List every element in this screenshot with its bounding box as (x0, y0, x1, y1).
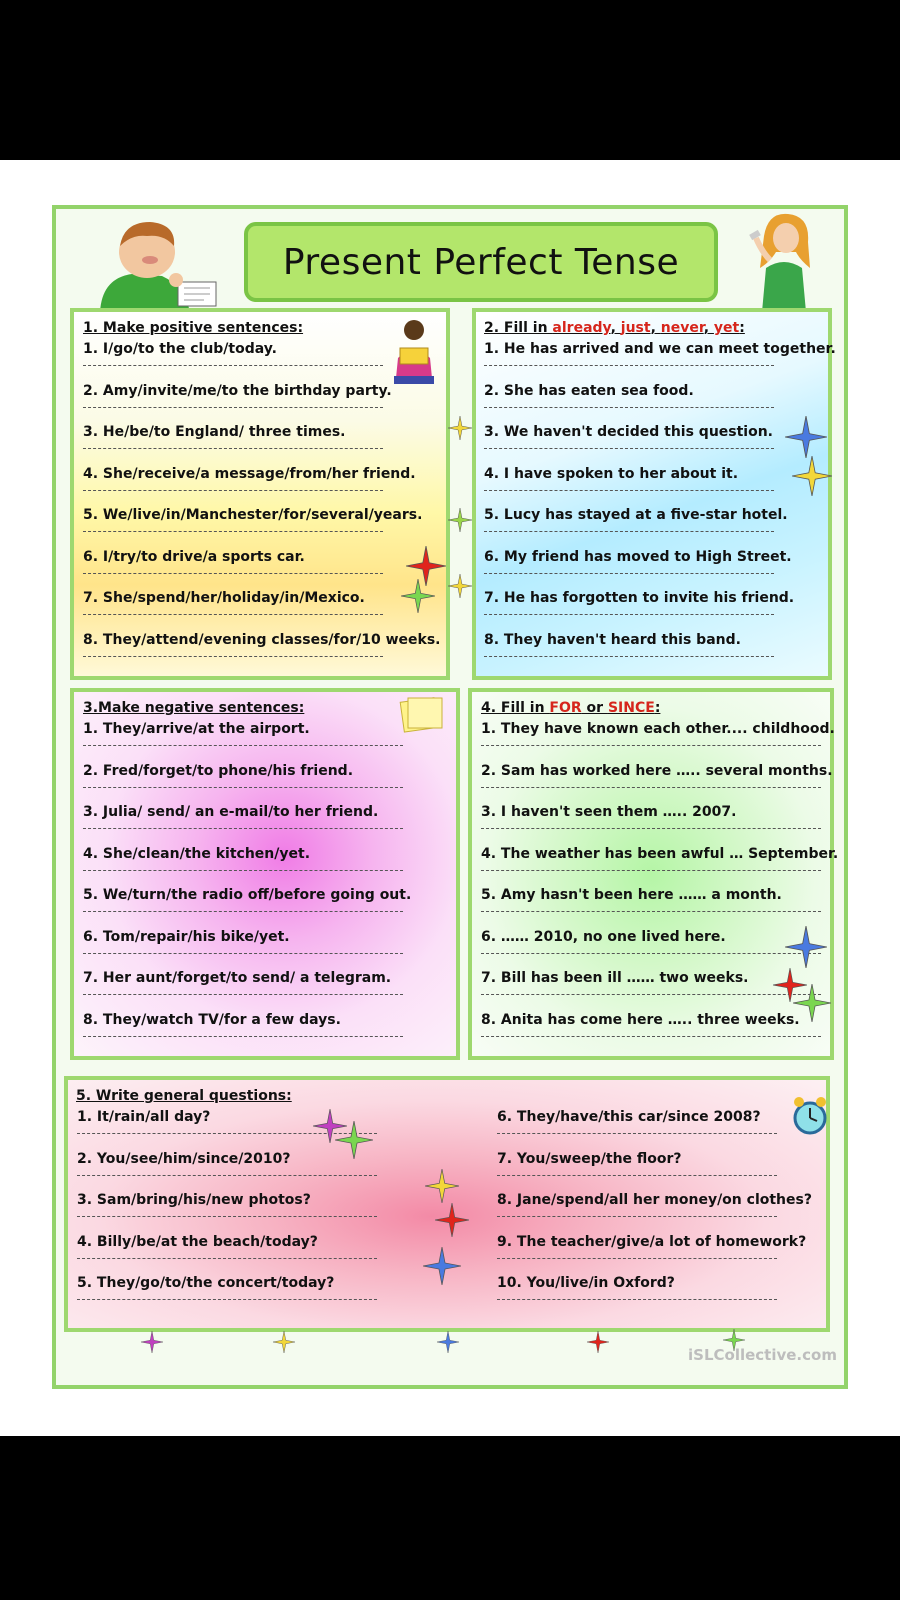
section-3-answer-line-8[interactable] (83, 1036, 403, 1037)
section-1-answer-line-3[interactable] (83, 448, 383, 449)
sparkle-star-icon (792, 456, 832, 496)
section-3-answer-line-6[interactable] (83, 953, 403, 954)
word-just: just (620, 320, 651, 336)
section-5-left-item-5: 5. They/go/to/the concert/today? (77, 1275, 335, 1291)
section-4-answer-line-7[interactable] (481, 994, 821, 995)
section-5-right-answer-line-1[interactable] (497, 1133, 777, 1134)
sparkle-star-icon (587, 1331, 609, 1353)
section-2-item-7: 7. He has forgotten to invite his friend. (484, 590, 795, 606)
boy-writing-illustration (92, 216, 222, 312)
section-3-item-4: 4. She/clean/the kitchen/yet. (83, 845, 311, 862)
section-2-item-3: 3. We haven't decided this question. (484, 424, 774, 440)
section-3-heading: 3.Make negative sentences: (83, 700, 305, 716)
sparkle-star-icon (141, 1331, 163, 1353)
section-3-answer-line-5[interactable] (83, 911, 403, 912)
section-1-answer-line-5[interactable] (83, 531, 383, 532)
sparkle-star-icon (448, 508, 472, 532)
section-4-answer-line-4[interactable] (481, 870, 821, 871)
section-5-right-item-4: 9. The teacher/give/a lot of homework? (497, 1233, 807, 1250)
section-5-heading: 5. Write general questions: (76, 1088, 292, 1104)
sparkle-star-icon (435, 1203, 469, 1237)
section-2-item-8: 8. They haven't heard this band. (484, 631, 741, 648)
section-3-item-6: 6. Tom/repair/his bike/yet. (83, 928, 290, 945)
section-4-heading-colon: : (654, 700, 661, 716)
word-for: FOR (549, 700, 582, 716)
islcollective-watermark: iSLCollective.com (688, 1346, 837, 1364)
sparkle-star-icon (273, 1331, 295, 1353)
section-2-answer-line-8[interactable] (484, 656, 774, 657)
sparkle-star-icon (401, 579, 435, 613)
section-3-item-3: 3. Julia/ send/ an e-mail/to her friend. (83, 804, 379, 820)
woman-phone-illustration (740, 212, 826, 312)
section-2-item-1: 1. He has arrived and we can meet together. (484, 341, 836, 357)
sparkle-star-icon (437, 1331, 459, 1353)
section-3-item-8: 8. They/watch TV/for a few days. (83, 1011, 341, 1028)
section-1-answer-line-8[interactable] (83, 656, 383, 657)
word-yet: yet (713, 320, 740, 336)
alarm-clock-icon (790, 1094, 830, 1138)
section-1-answer-line-7[interactable] (83, 614, 383, 615)
section-4-heading (481, 700, 660, 716)
section-4-panel (468, 688, 834, 1060)
sparkle-star-icon (793, 984, 831, 1022)
sparkle-star-icon (448, 416, 472, 440)
worksheet-page (0, 160, 900, 1436)
word-or: or (581, 700, 608, 716)
section-4-heading-prefix: 4. Fill in (481, 700, 550, 716)
word-never: never (660, 320, 704, 336)
section-2-item-6: 6. My friend has moved to High Street. (484, 548, 792, 565)
section-4-answer-line-3[interactable] (481, 828, 821, 829)
section-1-item-6: 6. I/try/to drive/a sports car. (83, 548, 305, 565)
section-1-item-2: 2. Amy/invite/me/to the birthday party. (83, 382, 392, 399)
section-5-right-item-3: 8. Jane/spend/all her money/on clothes? (497, 1192, 812, 1208)
section-3-answer-line-3[interactable] (83, 828, 403, 829)
section-5-right-item-2: 7. You/sweep/the floor? (497, 1150, 682, 1167)
word-already: already (552, 320, 611, 336)
section-3-panel (70, 688, 460, 1060)
section-5-left-item-3: 3. Sam/bring/his/new photos? (77, 1192, 311, 1208)
section-1-answer-line-1[interactable] (83, 365, 383, 366)
section-5-left-answer-line-3[interactable] (77, 1216, 377, 1217)
section-2-item-4: 4. I have spoken to her about it. (484, 465, 739, 482)
section-4-item-8: 8. Anita has come here ….. three weeks. (481, 1011, 800, 1028)
section-4-item-3: 3. I haven't seen them ….. 2007. (481, 804, 737, 820)
section-2-heading: 2. Fill in already, just, never, yet: (484, 320, 745, 336)
section-2-panel (472, 308, 832, 680)
section-4-item-6: 6. …… 2010, no one lived here. (481, 928, 726, 945)
section-4-answer-line-1[interactable] (481, 745, 821, 746)
section-1-item-4: 4. She/receive/a message/from/her friend. (83, 465, 416, 482)
section-2-answer-line-7[interactable] (484, 614, 774, 615)
section-1-item-3: 3. He/be/to England/ three times. (83, 424, 346, 440)
section-4-item-4: 4. The weather has been awful … September. (481, 845, 839, 862)
section-4-item-2: 2. Sam has worked here ….. several months. (481, 762, 833, 779)
sparkle-star-icon (785, 416, 827, 458)
section-5-left-answer-line-4[interactable] (77, 1258, 377, 1259)
section-3-answer-line-7[interactable] (83, 994, 403, 995)
section-5-right-answer-line-5[interactable] (497, 1299, 777, 1300)
section-1-answer-line-4[interactable] (83, 490, 383, 491)
section-3-item-5: 5. We/turn/the radio off/before going out. (83, 887, 412, 903)
section-4-item-7: 7. Bill has been ill …… two weeks. (481, 970, 749, 986)
section-4-answer-line-6[interactable] (481, 953, 821, 954)
section-2-answer-line-1[interactable] (484, 365, 774, 366)
girl-reading-illustration (388, 318, 440, 388)
section-2-heading-prefix: 2. Fill in (484, 320, 553, 336)
section-3-answer-line-1[interactable] (83, 745, 403, 746)
section-1-answer-line-6[interactable] (83, 573, 383, 574)
word-since: SINCE (607, 700, 655, 716)
sparkle-star-icon (785, 926, 827, 968)
section-5-right-item-5: 10. You/live/in Oxford? (497, 1275, 675, 1291)
section-2-answer-line-4[interactable] (484, 490, 774, 491)
section-2-answer-line-6[interactable] (484, 573, 774, 574)
section-4-answer-line-2[interactable] (481, 787, 821, 788)
sparkle-star-icon (423, 1247, 461, 1285)
section-1-item-7: 7. She/spend/her/holiday/in/Mexico. (83, 590, 365, 606)
section-4-item-1: 1. They have known each other.... childhood. (481, 721, 835, 737)
section-2-item-5: 5. Lucy has stayed at a five-star hotel. (484, 507, 788, 523)
section-2-item-2: 2. She has eaten sea food. (484, 382, 694, 399)
section-5-right-answer-line-4[interactable] (497, 1258, 777, 1259)
section-4-answer-line-5[interactable] (481, 911, 821, 912)
page-title: Present Perfect Tense (282, 241, 680, 283)
section-5-right-item-1: 6. They/have/this car/since 2008? (497, 1109, 761, 1125)
section-1-item-5: 5. We/live/in/Manchester/for/several/years. (83, 507, 423, 523)
section-3-answer-line-2[interactable] (83, 787, 403, 788)
section-1-answer-line-2[interactable] (83, 407, 383, 408)
sticky-notes-icon (398, 694, 446, 736)
sparkle-star-icon (335, 1121, 373, 1159)
section-5-right-answer-line-3[interactable] (497, 1216, 777, 1217)
section-3-item-7: 7. Her aunt/forget/to send/ a telegram. (83, 970, 392, 986)
section-3-item-2: 2. Fred/forget/to phone/his friend. (83, 762, 354, 779)
section-3-item-1: 1. They/arrive/at the airport. (83, 721, 310, 737)
section-2-answer-line-2[interactable] (484, 407, 774, 408)
section-5-left-answer-line-2[interactable] (77, 1175, 377, 1176)
section-4-item-5: 5. Amy hasn't been here …… a month. (481, 887, 782, 903)
sparkle-star-icon (425, 1169, 459, 1203)
section-5-left-item-2: 2. You/see/him/since/2010? (77, 1150, 291, 1167)
sparkle-star-icon (448, 574, 472, 598)
section-5-left-item-4: 4. Billy/be/at the beach/today? (77, 1233, 318, 1250)
section-4-answer-line-8[interactable] (481, 1036, 821, 1037)
section-1-item-1: 1. I/go/to the club/today. (83, 341, 277, 357)
section-1-heading: 1. Make positive sentences: (83, 320, 304, 336)
section-5-left-item-1: 1. It/rain/all day? (77, 1109, 211, 1125)
section-3-answer-line-4[interactable] (83, 870, 403, 871)
section-1-item-8: 8. They/attend/evening classes/for/10 weeks. (83, 631, 441, 648)
section-5-right-answer-line-2[interactable] (497, 1175, 777, 1176)
section-2-answer-line-3[interactable] (484, 448, 774, 449)
title-banner (244, 222, 718, 302)
section-5-left-answer-line-5[interactable] (77, 1299, 377, 1300)
section-2-answer-line-5[interactable] (484, 531, 774, 532)
